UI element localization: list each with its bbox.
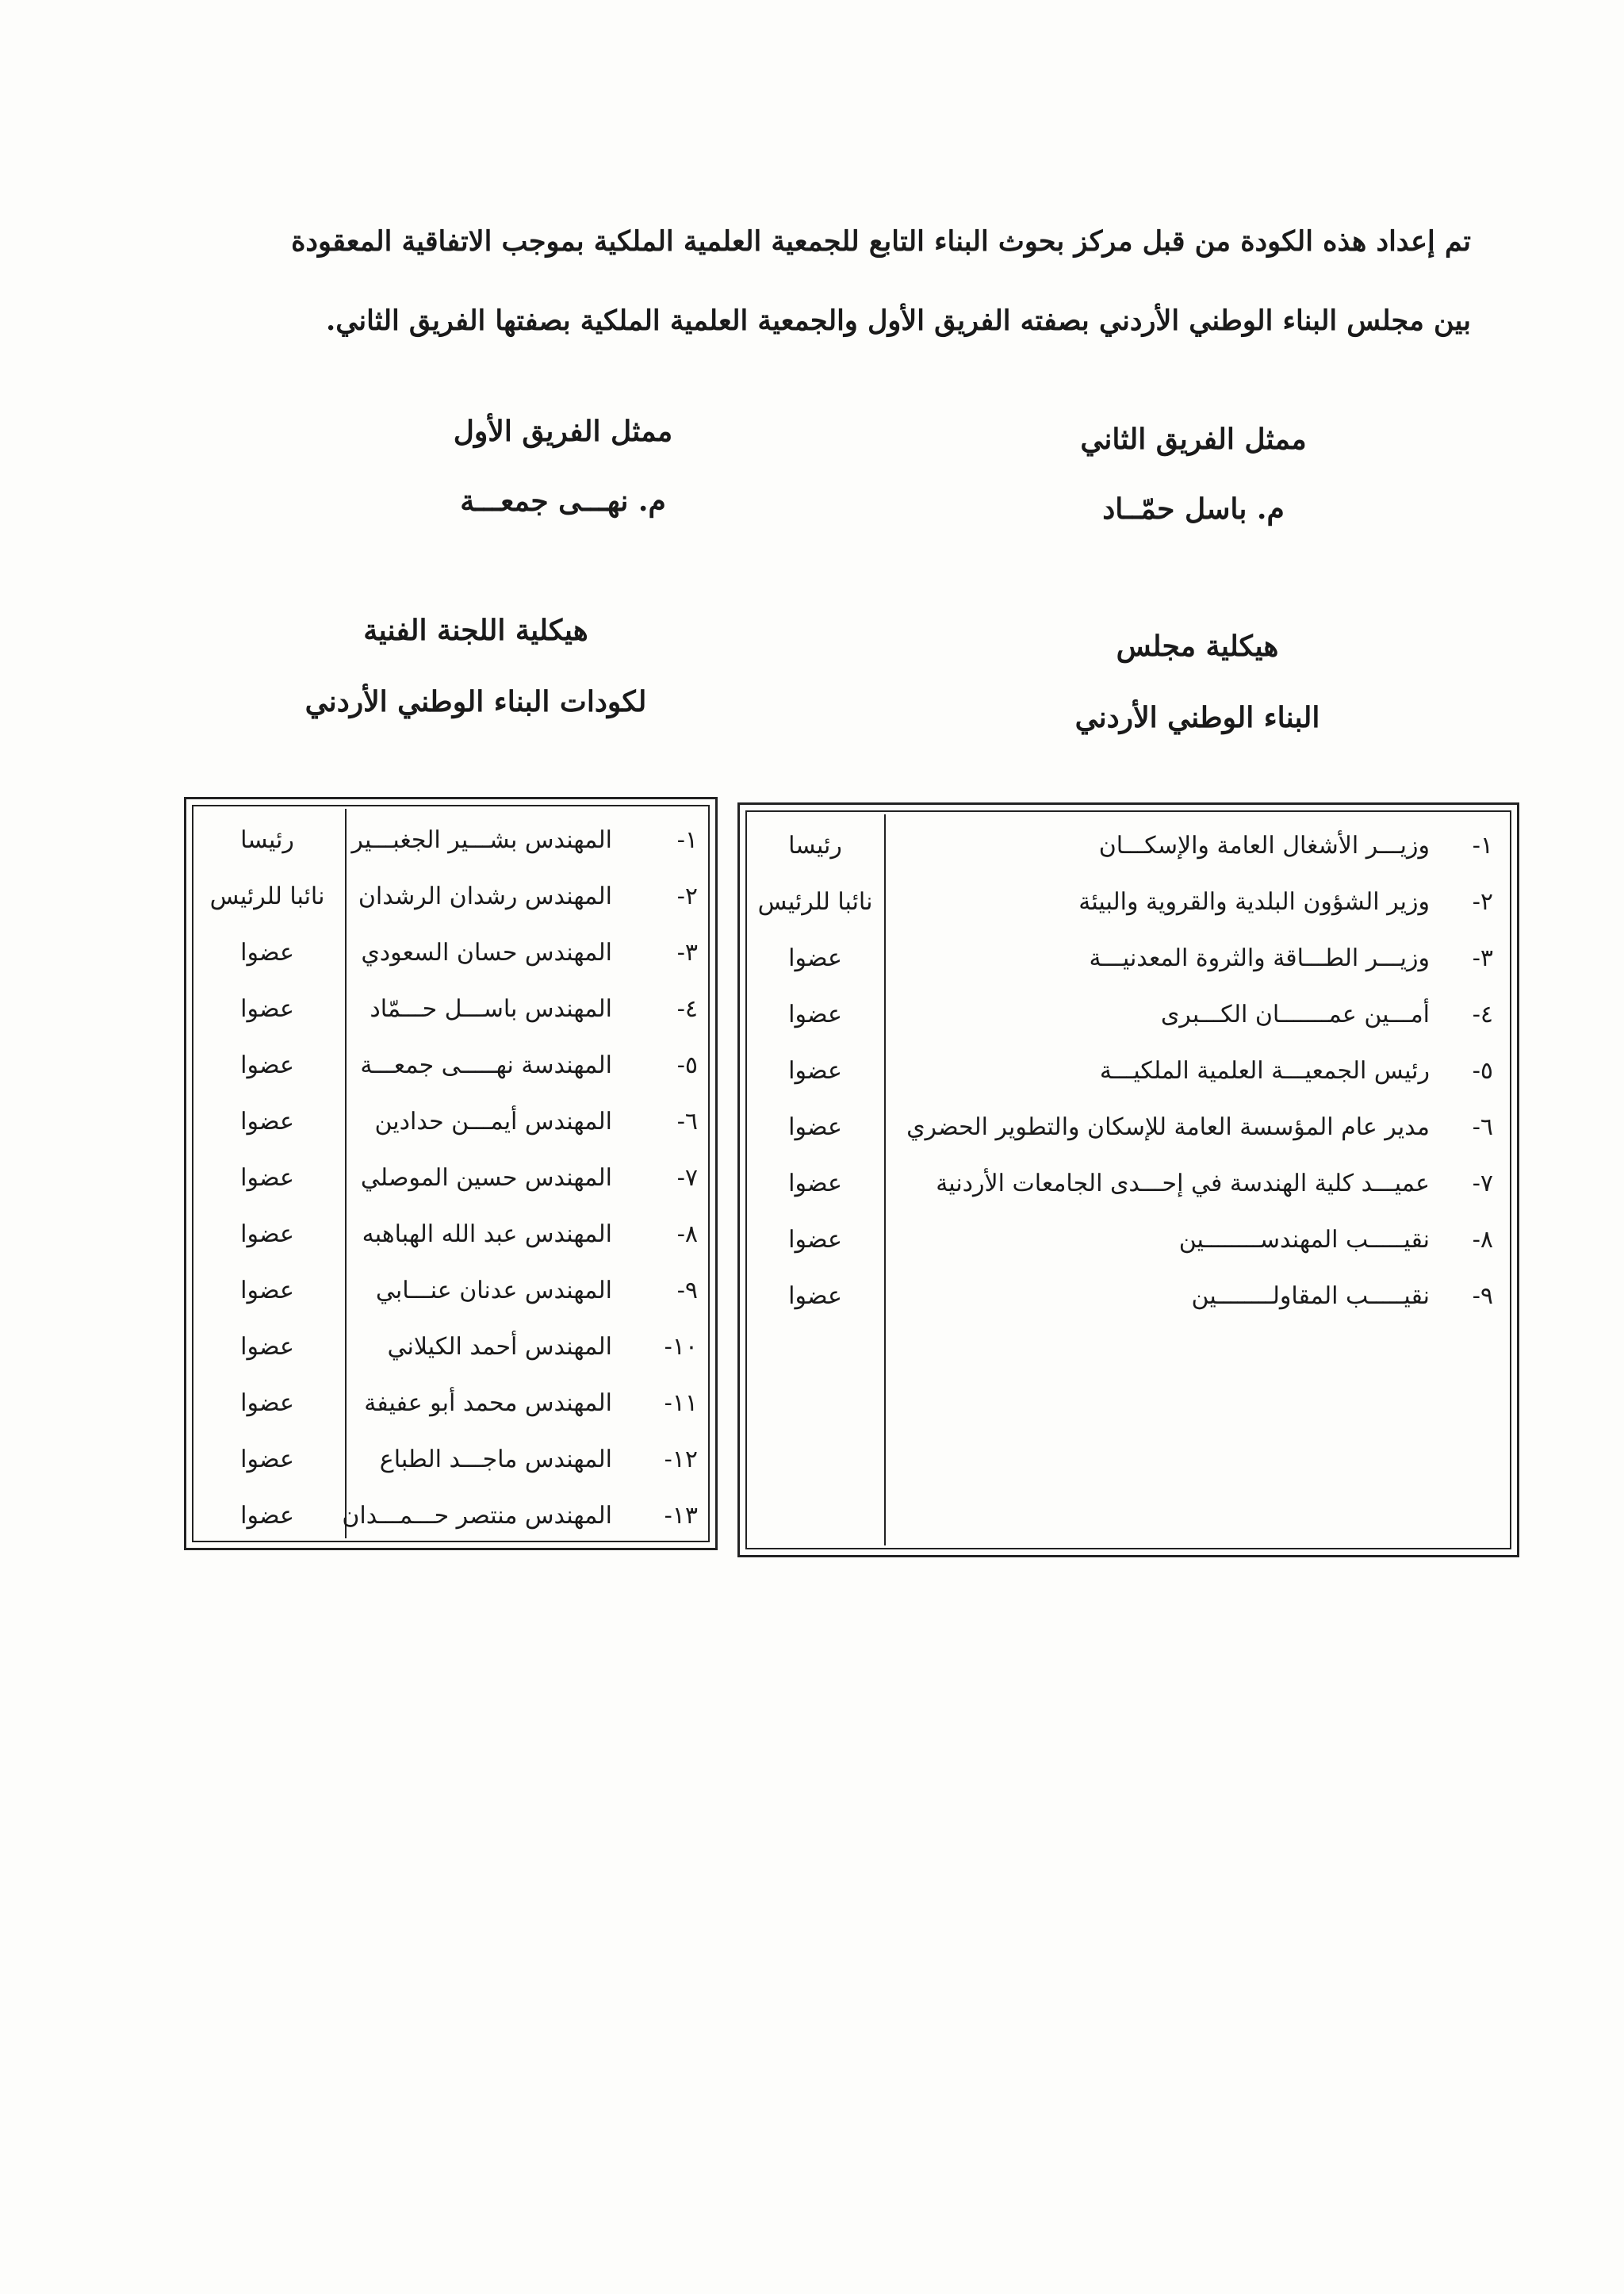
council-row	[740, 1155, 1517, 1212]
committee-member-name: المهندسة نهـــــى جمعـــة	[360, 1051, 612, 1079]
committee-member-name: المهندس عدنان عنـــابي	[375, 1277, 612, 1304]
committee-member-role: عضوا	[240, 1333, 294, 1361]
committee-heading-line-2: لكودات البناء الوطني الأردني	[304, 685, 647, 718]
committee-heading-line-1: هيكلية اللجنة الفنية	[363, 614, 588, 647]
committee-row	[186, 812, 715, 868]
council-member-name: نقيـــــب المقاولــــــــين	[1191, 1282, 1430, 1310]
committee-member-role: رئيسا	[240, 826, 294, 854]
first-party-name: م. نهـــى جمعـــة	[460, 484, 666, 518]
council-member-name: وزيـــر الأشغال العامة والإسكـــان	[1098, 832, 1430, 860]
committee-member-number: ٧-	[676, 1164, 698, 1192]
council-member-name: أمـــين عمـــــــان الكـــبرى	[1160, 1001, 1430, 1028]
council-member-role: نائبا للرئيس	[757, 888, 873, 916]
committee-member-name: المهندس حسان السعودي	[361, 939, 612, 967]
committee-member-number: ١٣-	[664, 1502, 698, 1530]
council-member-number: ٦-	[1472, 1113, 1493, 1141]
council-member-name: نقيـــــب المهندســــــــين	[1178, 1226, 1430, 1254]
intro-line-1: تم إعداد هذه الكودة من قبل مركز بحوث البناء التابع للجمعية العلمية الملكية بموجب الاتفاقية المعقودة	[291, 225, 1471, 258]
committee-row	[186, 1037, 715, 1093]
council-row	[740, 1268, 1517, 1324]
committee-row	[186, 1150, 715, 1206]
council-member-role: عضوا	[788, 1001, 842, 1028]
committee-row	[186, 868, 715, 925]
committee-members-table	[184, 797, 718, 1550]
committee-member-role: عضوا	[240, 1446, 294, 1473]
committee-member-role: عضوا	[240, 995, 294, 1023]
council-row	[740, 818, 1517, 874]
council-row	[740, 986, 1517, 1043]
council-row	[740, 930, 1517, 986]
second-party-representative	[1027, 404, 1360, 544]
committee-member-number: ٦-	[676, 1108, 698, 1136]
committee-member-role: عضوا	[240, 1051, 294, 1079]
committee-member-number: ١٢-	[664, 1446, 698, 1473]
committee-member-name: المهندس أيمـــن حدادين	[374, 1108, 612, 1136]
council-member-number: ٩-	[1472, 1282, 1493, 1310]
council-structure-heading	[999, 611, 1396, 753]
committee-member-number: ٣-	[676, 939, 698, 967]
committee-row	[186, 925, 715, 981]
committee-structure-heading	[254, 595, 698, 737]
committee-member-number: ٤-	[676, 995, 698, 1023]
council-row	[740, 874, 1517, 930]
council-member-name: مدير عام المؤسسة العامة للإسكان والتطوير الحضري	[906, 1113, 1430, 1141]
first-party-representative	[396, 396, 730, 536]
committee-row	[186, 1488, 715, 1544]
council-member-role: عضوا	[788, 1057, 842, 1085]
committee-member-number: ٨-	[676, 1220, 698, 1248]
committee-member-role: عضوا	[240, 1277, 294, 1304]
committee-member-number: ٥-	[676, 1051, 698, 1079]
first-party-title: ممثل الفريق الأول	[453, 415, 673, 448]
council-member-number: ٨-	[1472, 1226, 1493, 1254]
committee-row	[186, 1319, 715, 1375]
committee-member-name: المهندس رشدان الرشدان	[358, 883, 612, 910]
council-heading-line-2: البناء الوطني الأردني	[1074, 701, 1320, 734]
second-party-name: م. باسل حمّــاد	[1102, 492, 1285, 526]
council-member-number: ٣-	[1472, 944, 1493, 972]
committee-member-name: المهندس حسين الموصلي	[360, 1164, 612, 1192]
council-member-number: ٤-	[1472, 1001, 1493, 1028]
council-member-name: وزيـــر الطـــاقة والثروة المعدنيـــة	[1089, 944, 1430, 972]
intro-line-2: بين مجلس البناء الوطني الأردني بصفته الفريق الأول والجمعية العلمية الملكية بصفتها الفريق الثاني.	[326, 304, 1471, 337]
council-row	[740, 1212, 1517, 1268]
committee-row	[186, 1262, 715, 1319]
committee-member-number: ١١-	[664, 1389, 698, 1417]
council-member-role: رئيسا	[788, 832, 842, 860]
committee-member-name: المهندس عبد الله الهباهبه	[362, 1220, 612, 1248]
committee-member-role: عضوا	[240, 939, 294, 967]
council-member-role: عضوا	[788, 1282, 842, 1310]
council-member-name: وزير الشؤون البلدية والقروية والبيئة	[1078, 888, 1430, 916]
council-member-name: رئيس الجمعيـــة العلمية الملكيـــة	[1099, 1057, 1430, 1085]
intro-paragraph	[254, 202, 1471, 361]
council-member-role: عضوا	[788, 1170, 842, 1197]
council-member-name: عميـــد كلية الهندسة في إحـــدى الجامعات الأردنية	[936, 1170, 1430, 1197]
committee-row	[186, 1431, 715, 1488]
council-row	[740, 1099, 1517, 1155]
committee-member-role: عضوا	[240, 1164, 294, 1192]
committee-member-number: ١-	[676, 826, 698, 854]
council-row	[740, 1043, 1517, 1099]
committee-row	[186, 1093, 715, 1150]
council-member-role: عضوا	[788, 944, 842, 972]
committee-member-name: المهندس ماجـــد الطباع	[379, 1446, 612, 1473]
committee-row	[186, 1206, 715, 1262]
committee-member-role: عضوا	[240, 1389, 294, 1417]
committee-member-name: المهندس منتصر حـــمـــدان	[342, 1502, 612, 1530]
committee-member-name: المهندس بشـــير الجغبـــير	[351, 826, 612, 854]
council-member-number: ١-	[1472, 832, 1493, 860]
council-member-role: عضوا	[788, 1113, 842, 1141]
council-member-number: ٧-	[1472, 1170, 1493, 1197]
committee-member-number: ٩-	[676, 1277, 698, 1304]
committee-member-number: ٢-	[676, 883, 698, 910]
council-members-table	[737, 802, 1519, 1557]
committee-member-role: عضوا	[240, 1108, 294, 1136]
committee-row	[186, 1375, 715, 1431]
committee-member-name: المهندس باســـل حـــمّاد	[370, 995, 612, 1023]
council-member-role: عضوا	[788, 1226, 842, 1254]
committee-member-number: ١٠-	[664, 1333, 698, 1361]
council-member-number: ٢-	[1472, 888, 1493, 916]
council-heading-line-1: هيكلية مجلس	[1116, 630, 1279, 663]
committee-member-name: المهندس أحمد الكيلاني	[387, 1333, 612, 1361]
committee-member-role: عضوا	[240, 1502, 294, 1530]
committee-member-role: عضوا	[240, 1220, 294, 1248]
second-party-title: ممثل الفريق الثاني	[1080, 423, 1307, 456]
committee-member-role: نائبا للرئيس	[209, 883, 325, 910]
committee-member-name: المهندس محمد أبو عفيفة	[364, 1389, 612, 1417]
committee-row	[186, 981, 715, 1037]
council-member-number: ٥-	[1472, 1057, 1493, 1085]
